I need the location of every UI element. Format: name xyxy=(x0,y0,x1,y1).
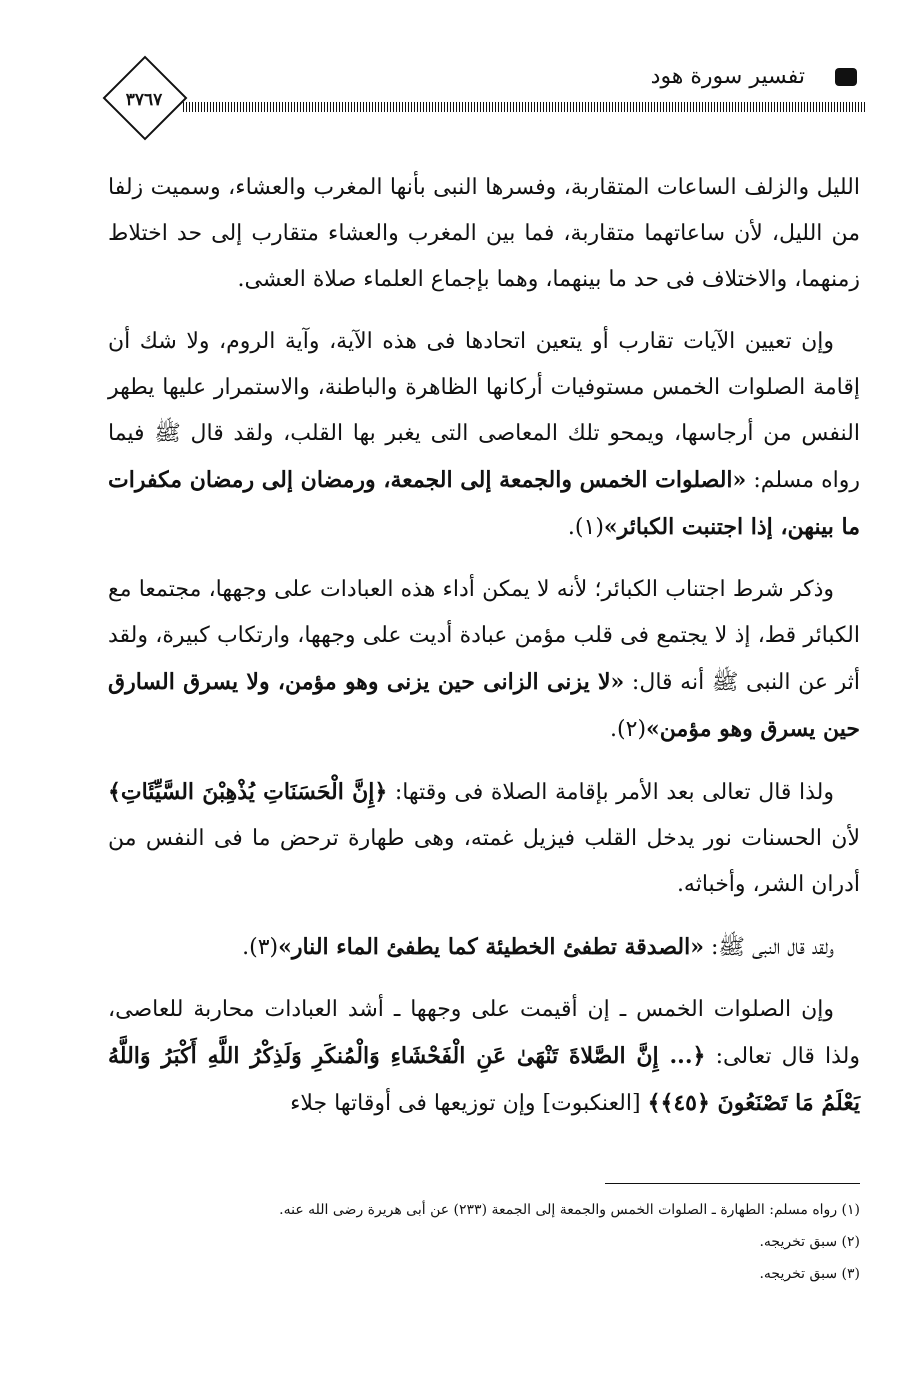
page-header xyxy=(95,60,865,155)
paragraph-2 xyxy=(108,319,860,551)
paragraph-6 xyxy=(108,987,860,1127)
main-text xyxy=(108,165,860,1143)
footnote-3: (٣) سبق تخريجه. xyxy=(759,1266,860,1282)
hadith-quote-2: «لا يزنى الزانى حين يزنى وهو مؤمن، ولا يسرق السارق حين يسرق وهو مؤمن» xyxy=(108,669,860,742)
paragraph-3 xyxy=(108,567,860,753)
footnote-2: (٢) سبق تخريجه. xyxy=(759,1234,860,1250)
paragraph-5 xyxy=(108,924,860,971)
paragraph-6-text-b: [العنكبوت] وإن توزيعها فى أوقاتها جلاء xyxy=(290,1091,648,1116)
footnote-ref-1: (١). xyxy=(567,515,604,540)
page-number: ٣٧٦٧ xyxy=(125,90,163,110)
paragraph-1: الليل والزلف الساعات المتقاربة، وفسرها النبى بأنها المغرب والعشاء، وسميت زلفا من الليل، لأن ساعاتهما متقاربة، فما بين المغرب والعشاء متقارب إلى حد اختلاط زمنهما، والاختلاف فى حد ما بينهما، وهما بإجماع العلماء صلاة العشى. xyxy=(108,175,860,292)
paragraph-5-text: ولقد قال النبى ﷺ: xyxy=(703,935,834,960)
paragraph-4-text-b: لأن الحسنات نور يدخل القلب فيزيل غمته، وهى طهارة ترحض ما فى النفس من أدران الشر، وأخباثه. xyxy=(108,826,860,897)
hadith-quote-1: «الصلوات الخمس والجمعة إلى الجمعة، ورمضان إلى رمضان مكفرات ما بينهن، إذا اجتنبت الكبائر» xyxy=(108,467,860,540)
footnote-ref-3: (٣). xyxy=(242,935,279,960)
quran-verse-2: ﴿... إِنَّ الصَّلاةَ تَنْهَىٰ عَنِ الْفَحْشَاءِ وَالْمُنكَرِ وَلَذِكْرُ اللَّهِ أَكْبَرُ وَاللَّهُ يَعْلَمُ مَا تَصْنَعُونَ ﴿٤٥﴾﴾ xyxy=(108,1043,860,1116)
ornament-icon xyxy=(835,68,857,86)
paragraph-6-text-a: وإن الصلوات الخمس ـ إن أقيمت على وجهها ـ أشد العبادات محاربة للعاصى، ولذا قال تعالى: xyxy=(108,997,861,1069)
footnotes xyxy=(108,1194,860,1290)
quran-verse-1: ﴿إِنَّ الْحَسَنَاتِ يُذْهِبْنَ السَّيِّئَاتِ﴾ xyxy=(108,779,388,805)
header-rule xyxy=(183,102,865,112)
surah-title: تفسير سورة هود xyxy=(650,64,805,89)
footnote-1: (١) رواه مسلم: الطهارة ـ الصلوات الخمس والجمعة إلى الجمعة (٢٣٣) عن أبى هريرة رضى الله عنه. xyxy=(279,1202,860,1218)
paragraph-4 xyxy=(108,769,860,908)
paragraph-3-text: وذكر شرط اجتناب الكبائر؛ لأنه لا يمكن أداء هذه العبادات على وجهها، مجتمعا مع الكبائر قط، إذ لا يجتمع فى قلب مؤمن عبادة أديت على وجهها، وارتكاب كبيرة، ولقد أثر عن النبى ﷺ أنه قال: xyxy=(108,577,860,695)
footnote-ref-2: (٢). xyxy=(610,717,647,742)
paragraph-2-text: وإن تعيين الآيات تقارب أو يتعين اتحادها فى هذه الآية، وآية الروم، ولا شك أن إقامة الصلوات الخمس مستوفيات أركانها الظاهرة والباطنة، والاستمرار عليها يطهر النفس من أرجاسها، ويمحو تلك المعاصى التى يغبر بها القلب، ولقد قال ﷺ فيما رواه مسلم: xyxy=(108,329,860,493)
paragraph-4-text-a: ولذا قال تعالى بعد الأمر بإقامة الصلاة فى وقتها: xyxy=(387,780,834,805)
hadith-quote-3: «الصدقة تطفئ الخطيئة كما يطفئ الماء النار» xyxy=(278,934,704,960)
footnote-divider xyxy=(605,1183,860,1184)
